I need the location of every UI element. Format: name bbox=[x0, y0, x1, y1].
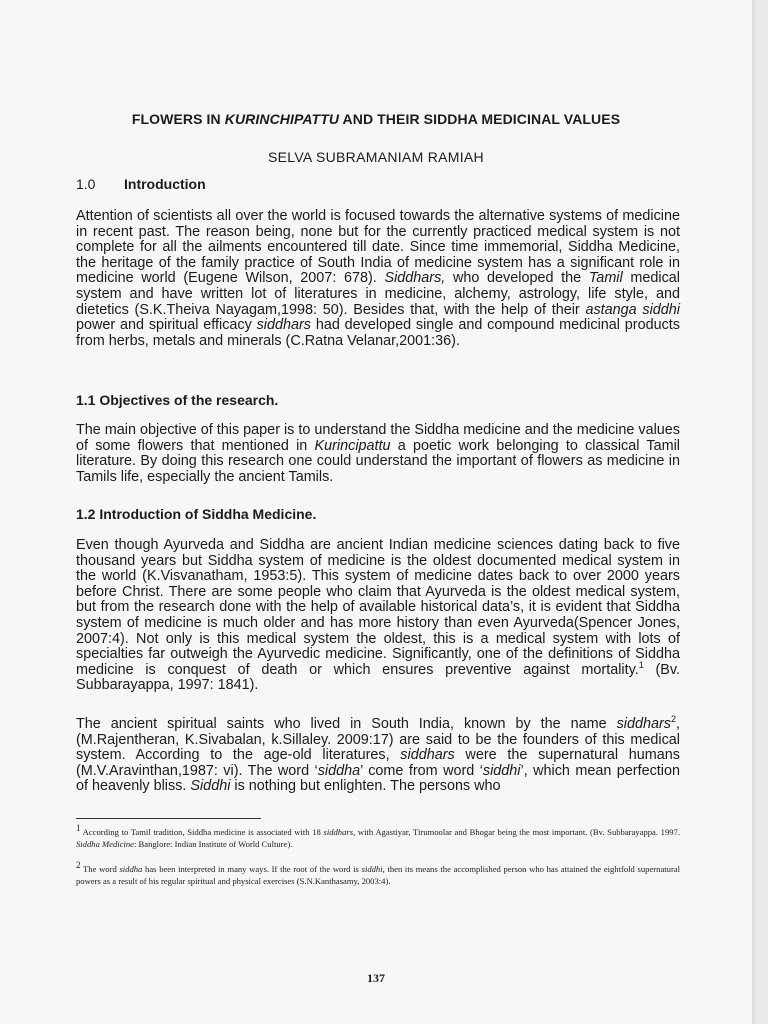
text-run-italic: siddhars bbox=[616, 716, 671, 732]
text-run: power and spiritual efficacy bbox=[76, 317, 257, 334]
text-run-italic: siddhars bbox=[256, 317, 312, 334]
text-run-italic: Siddhars, bbox=[384, 270, 446, 287]
text-run: had developed single and compound medicinal products from herbs, metals and minerals (C.Ratna Velanar,2001:36). bbox=[76, 317, 680, 349]
paragraph-siddha-history bbox=[76, 538, 680, 694]
footnote-2 bbox=[76, 860, 681, 887]
text-run-italic: siddhars bbox=[323, 827, 354, 837]
text-run-italic: Siddhi bbox=[190, 778, 231, 795]
footnote-reference: 1 bbox=[638, 659, 644, 670]
text-run: The main objective of this paper is to understand the Siddha medicine and the medicine values of some flowers that mentioned in bbox=[76, 422, 680, 454]
footnote-mark: 2 bbox=[76, 860, 81, 871]
text-run-italic: siddha bbox=[119, 864, 143, 874]
paragraph-introduction bbox=[76, 209, 680, 349]
text-run: medical system and have written lot of literatures in medicine, alchemy, astrology, life style, and dietetics (S.K.Theiva Nayagam,1998: 50). Besides that, with the help of their bbox=[76, 270, 680, 318]
text-run-italic: siddhi, bbox=[361, 864, 385, 874]
text-run-italic: siddhi bbox=[482, 762, 521, 779]
author-name: SELVA SUBRAMANIAM RAMIAH bbox=[268, 149, 484, 165]
paragraph-siddhars bbox=[76, 714, 680, 795]
section-heading-objectives: 1.1 Objectives of the research. bbox=[76, 392, 279, 408]
text-run: is nothing but enlighten. The persons who bbox=[230, 778, 501, 795]
text-run-italic: siddhars bbox=[400, 747, 455, 764]
text-run: According to Tamil tradition, Siddha medicine is associated with 18 bbox=[80, 827, 324, 837]
title-text-italic: KURINCHIPATTU bbox=[224, 111, 340, 127]
text-run-italic: Tamil bbox=[588, 270, 623, 287]
section-heading-siddha-medicine: 1.2 Introduction of Siddha Medicine. bbox=[76, 506, 317, 522]
text-run: , (M.Rajentheran, K.Sivabalan, k.Sillaley. 2009:17) are said to be the founders of this medical system. According to the age-old literatures, bbox=[76, 716, 680, 764]
text-run-italic: Kurincipattu bbox=[314, 437, 391, 454]
footnote-1 bbox=[76, 823, 680, 850]
text-run-italic: Siddha Medicine bbox=[76, 839, 134, 849]
text-run: Attention of scientists all over the world is focused towards the alternative systems of medicine in recent past. The reason being, none but for the currently practiced medical system is not complete for all the ailments encountered till date. Since time immemorial, Siddha Medicine, the heritage of the family practice of South India of medicine system has a significant role in medicine world (Eugene Wilson, 2007: 678). bbox=[76, 208, 680, 287]
text-run: ’, which mean perfection of heavenly bliss. bbox=[76, 762, 680, 795]
text-run: , with Agastiyar, Tirumoolar and Bhogar being the most important. (Bv. Subbarayappa. 1997. bbox=[353, 827, 680, 837]
text-run: Even though Ayurveda and Siddha are ancient Indian medicine sciences dating back to five thousand years but Siddha system of medicine is the oldest documented medical system in the world (K.Visvanatham, 1953:5). This system of medicine dates back to over 2000 years before Christ. There are some people who claim that Ayurveda is the oldest medical system, but from the research done with the help of available historical data’s, it is evident that Siddha system of medicine is much older and has more history than even Ayurveda(Spencer Jones, 2007:4). Not only is this medical system the oldest, this is a medical system with lots of specialties far outweigh the Ayurvedic medicine. Significantly, one of the definitions of Siddha medicine is conquest of death or which ensures preventive against mortality. bbox=[76, 537, 680, 678]
text-run-italic: siddha bbox=[317, 762, 361, 779]
text-run: were the supernatural humans (M.V.Aravinthan,1987: vi). The word ‘ bbox=[76, 747, 680, 779]
paper-title bbox=[0, 111, 752, 127]
text-run: then its means the accomplished person who has attained the eightfold supernatural powers as a result of his regular spiritual and physical exercises (S.N.Kanthasamy, 2003:4). bbox=[76, 864, 681, 886]
footnote-divider bbox=[76, 818, 261, 819]
text-run: : Banglore: Indian Institute of World Culture). bbox=[134, 839, 293, 849]
text-run: who developed the bbox=[445, 270, 589, 287]
text-run: ’ come from word ‘ bbox=[360, 762, 483, 779]
section-number: 1.0 bbox=[76, 176, 96, 192]
title-text-post: AND THEIR SIDDHA MEDICINAL VALUES bbox=[339, 111, 621, 127]
page-number: 137 bbox=[367, 971, 385, 985]
text-run: a poetic work belonging to classical Tamil literature. By doing this research one could understand the important of flowers as medicine in Tamils life, especially the ancient Tamils. bbox=[76, 437, 680, 485]
section-title: Introduction bbox=[124, 176, 206, 192]
paragraph-objectives bbox=[76, 423, 680, 485]
title-text-pre: FLOWERS IN bbox=[131, 111, 225, 127]
footnote-mark: 1 bbox=[76, 823, 81, 834]
text-run: The ancient spiritual saints who lived in South India, known by the name bbox=[76, 716, 617, 732]
section-heading-introduction bbox=[76, 176, 206, 192]
text-run: (Bv. Subbarayappa, 1997: 1841). bbox=[76, 661, 680, 694]
text-run-italic: astanga siddhi bbox=[585, 301, 680, 318]
text-run: has been interpreted in many ways. If the root of the word is bbox=[142, 864, 362, 874]
text-run: The word bbox=[80, 864, 120, 874]
footnote-reference: 2 bbox=[670, 714, 676, 725]
